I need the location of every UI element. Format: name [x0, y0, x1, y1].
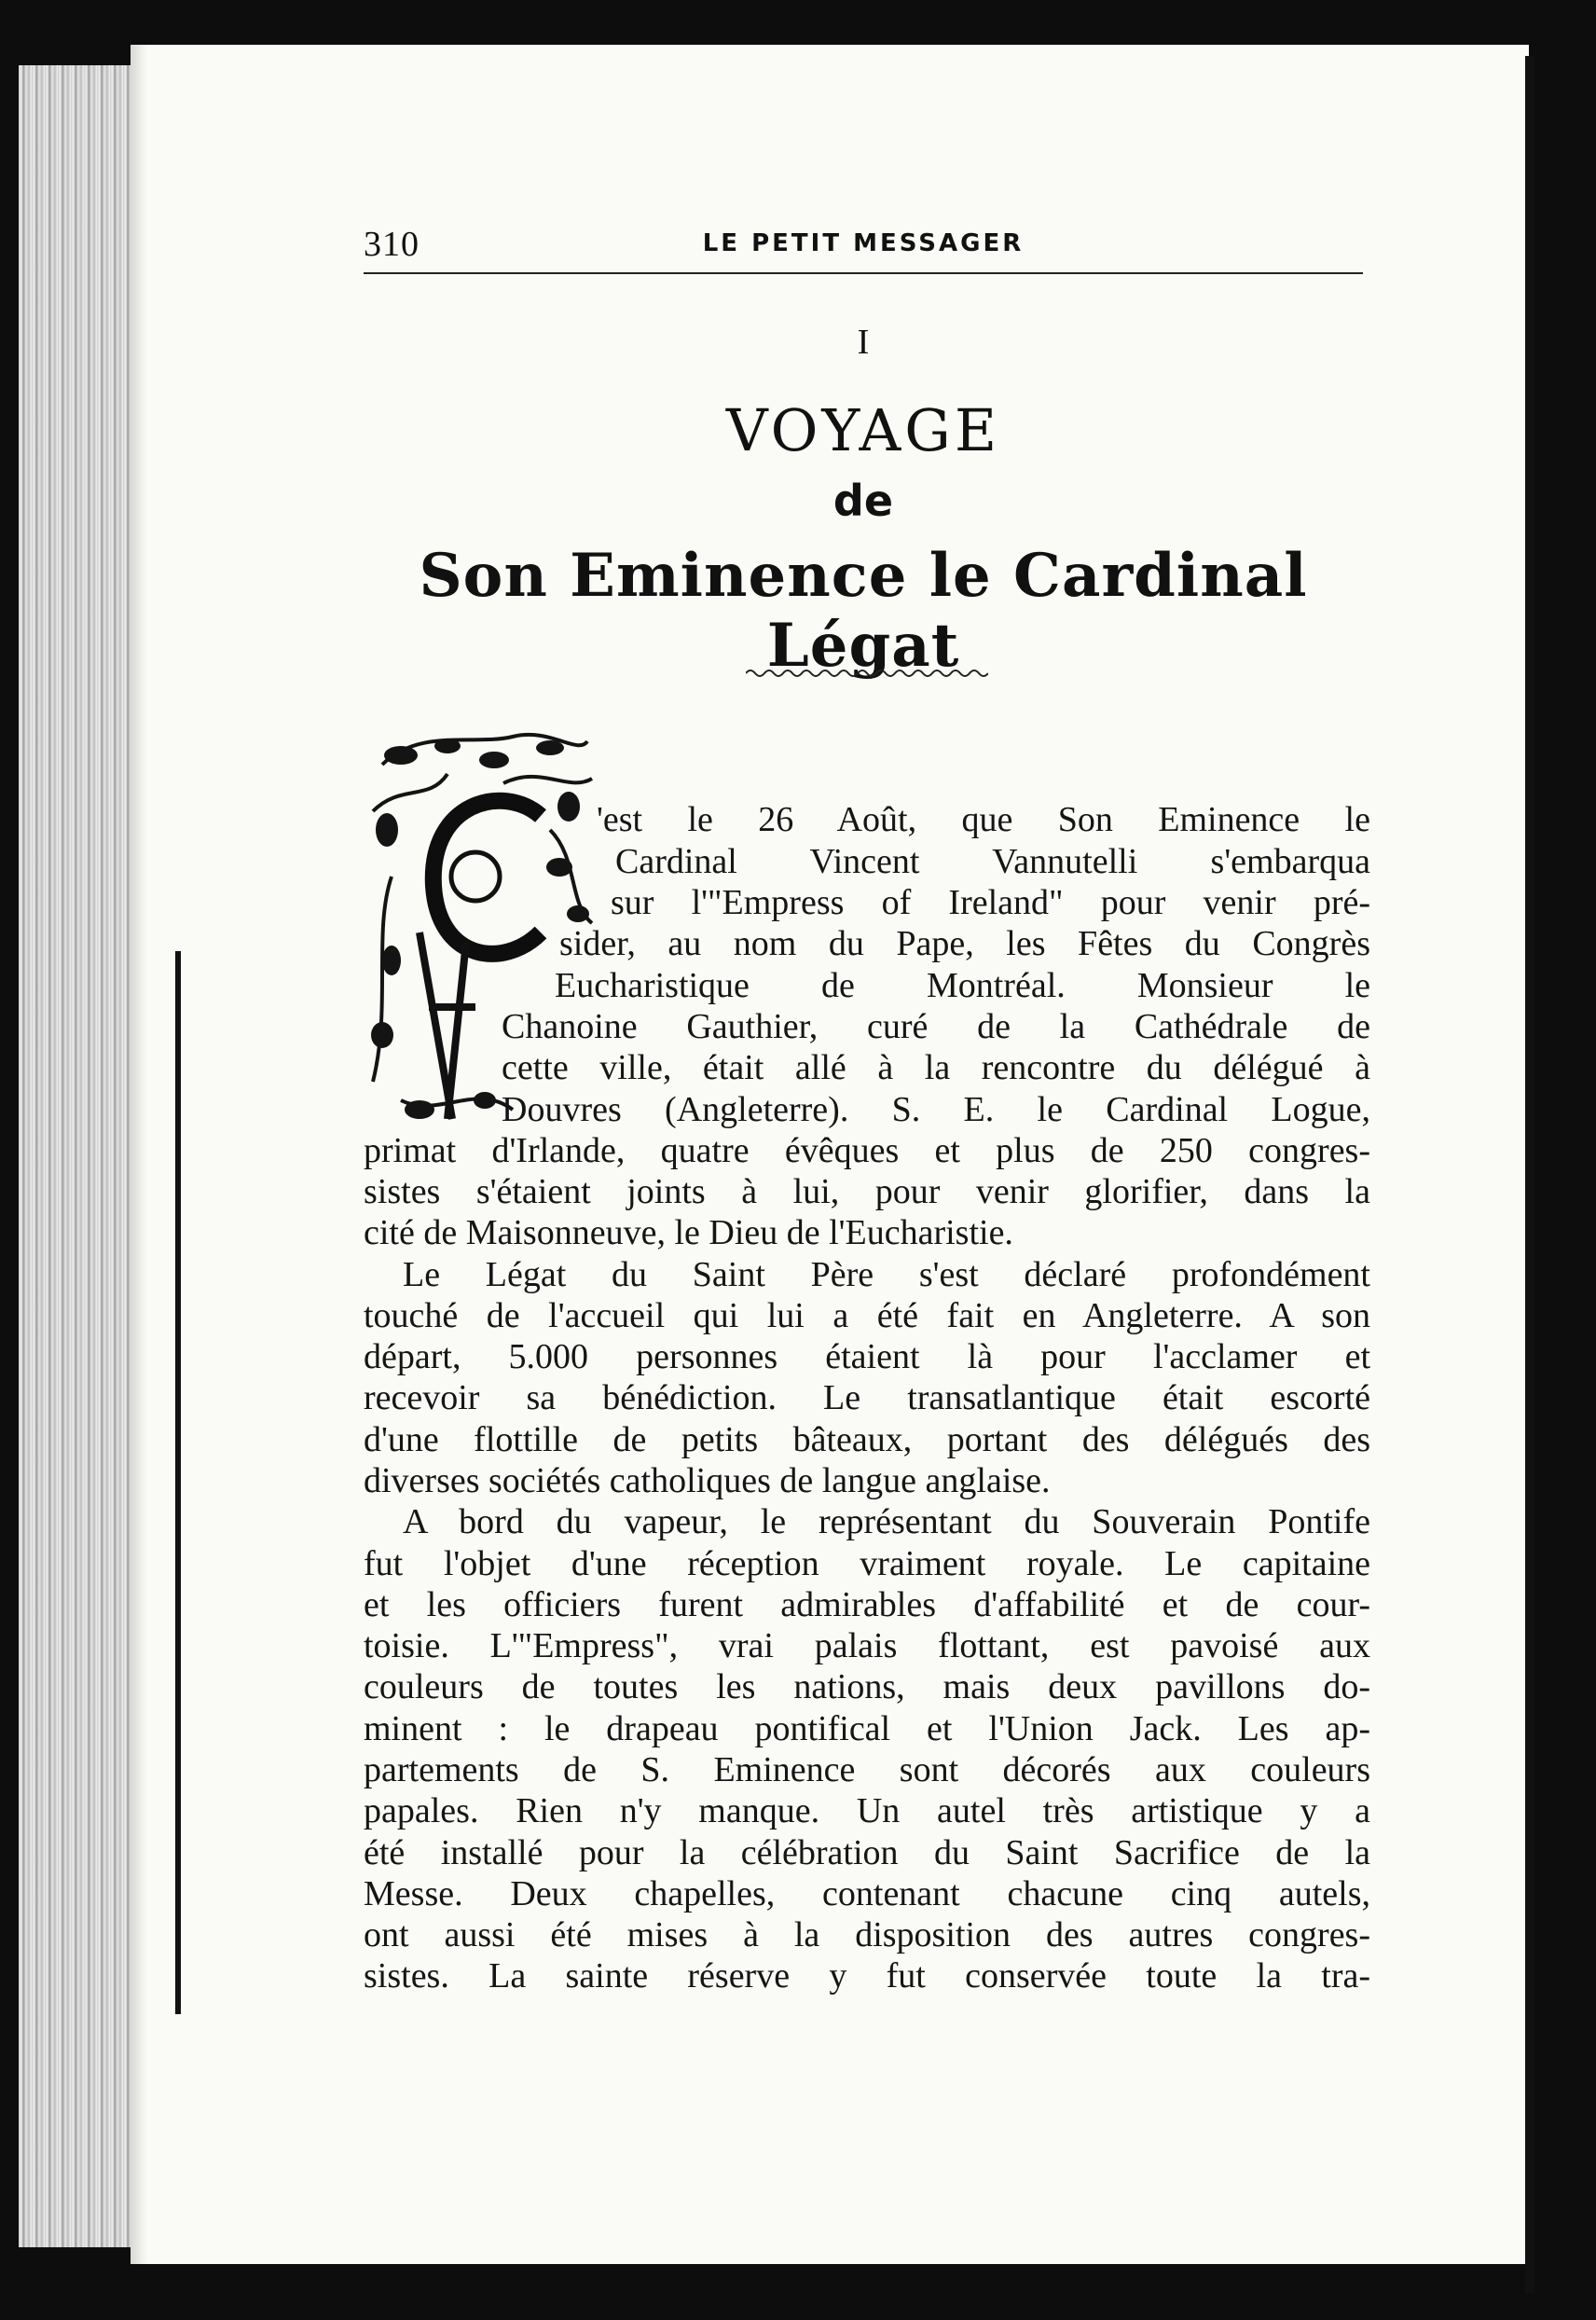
paragraph-line-20: [364, 1584, 1370, 1625]
paragraph-line-4: [559, 923, 1370, 964]
paragraph-line-29: [364, 1955, 1370, 1996]
page-number: 310: [364, 225, 420, 264]
journal-title: LE PETIT MESSAGER: [702, 229, 1025, 257]
paragraph-line-16: [364, 1419, 1370, 1460]
paragraph-line-10: [364, 1171, 1370, 1212]
text-line: primat d'Irlande, quatre évêques et plus de 250 congres-: [364, 1131, 1370, 1170]
paragraph-line-3: [611, 882, 1370, 923]
text-line: A bord du vapeur, le représentant du Souverain Pontife: [403, 1502, 1370, 1541]
text-line: toisie. L'"Empress", vrai palais flottant, est pavoisé aux: [364, 1626, 1370, 1665]
text-line: Eucharistique de Montréal. Monsieur le: [555, 966, 1370, 1005]
wavy-ornament-divider: [746, 664, 988, 683]
running-head: [364, 224, 1363, 274]
text-line: sistes s'étaient joints à lui, pour venir glorifier, dans la: [364, 1172, 1370, 1211]
paragraph-line-9: [364, 1130, 1370, 1171]
paragraph-line-5: [555, 965, 1370, 1006]
text-line: Chanoine Gauthier, curé de la Cathédrale de: [502, 1007, 1370, 1046]
text-line: et les officiers furent admirables d'affabilité et de cour-: [364, 1585, 1370, 1624]
text-line: touché de l'accueil qui lui a été fait en Angleterre. A son: [364, 1296, 1370, 1335]
text-line: départ, 5.000 personnes étaient là pour l'acclamer et: [364, 1337, 1370, 1376]
paragraph-line-6: [502, 1006, 1370, 1047]
paragraph-line-14: [364, 1336, 1370, 1377]
section-number: I: [857, 323, 870, 362]
text-line: Le Légat du Saint Père s'est déclaré profondément: [403, 1255, 1370, 1294]
paragraph-line-7: [502, 1047, 1370, 1088]
text-line: été installé pour la célébration du Saint Sacrifice de la: [364, 1833, 1370, 1872]
text-line: sistes. La sainte réserve y fut conservée toute la tra-: [364, 1956, 1370, 1995]
paragraph-line-2: [615, 841, 1370, 882]
article-title: VOYAGE: [725, 396, 1001, 464]
paragraph-line-8: [502, 1089, 1370, 1130]
paragraph-line-25: [364, 1790, 1370, 1831]
article-subtitle: Son Eminence le Cardinal Légat: [419, 541, 1308, 681]
margin-rule: [175, 951, 181, 2014]
paragraph-line-27: [364, 1873, 1370, 1914]
paragraph-line-28: [364, 1914, 1370, 1955]
text-line: d'une flottille de petits bâteaux, portant des délégués des: [364, 1420, 1370, 1459]
text-line: papales. Rien n'y manque. Un autel très artistique y a: [364, 1791, 1370, 1830]
paragraph-line-12: [403, 1254, 1370, 1295]
paragraph-line-24: [364, 1749, 1370, 1790]
text-line: Cardinal Vincent Vannutelli s'embarqua: [615, 842, 1370, 881]
text-line: minent : le drapeau pontifical et l'Union Jack. Les ap-: [364, 1709, 1370, 1748]
paragraph-line-15: [364, 1377, 1370, 1418]
text-line: Messe. Deux chapelles, contenant chacune cinq autels,: [364, 1874, 1370, 1913]
text-line: recevoir sa bénédiction. Le transatlantique était escorté: [364, 1378, 1370, 1417]
text-line: sider, au nom du Pape, les Fêtes du Congrès: [559, 924, 1370, 963]
text-line: diverses sociétés catholiques de langue anglaise.: [364, 1461, 1051, 1500]
paragraph-line-18: [403, 1501, 1370, 1542]
text-line: couleurs de toutes les nations, mais deux pavillons do-: [364, 1667, 1370, 1706]
paragraph-line-17: [364, 1460, 1370, 1501]
text-line: partements de S. Eminence sont décorés aux couleurs: [364, 1750, 1370, 1789]
text-line: 'est le 26 Août, que Son Eminence le: [597, 800, 1370, 839]
text-line: cité de Maisonneuve, le Dieu de l'Eucharistie.: [364, 1213, 1013, 1252]
paragraph-line-22: [364, 1666, 1370, 1707]
text-line: sur l'"Empress of Ireland" pour venir pré-: [611, 883, 1370, 922]
paragraph-line-13: [364, 1295, 1370, 1336]
text-line: Douvres (Angleterre). S. E. le Cardinal Logue,: [502, 1090, 1370, 1129]
paragraph-line-21: [364, 1625, 1370, 1666]
paragraph-line-1: [597, 799, 1370, 840]
text-line: fut l'objet d'une réception vraiment royale. Le capitaine: [364, 1544, 1370, 1583]
text-line: ont aussi été mises à la disposition des autres congres-: [364, 1915, 1370, 1954]
paragraph-line-11: [364, 1212, 1370, 1253]
paragraph-line-23: [364, 1708, 1370, 1749]
text-line: cette ville, était allé à la rencontre du délégué à: [502, 1048, 1370, 1087]
page-gutter-shadow: [131, 45, 147, 2264]
paragraph-line-19: [364, 1543, 1370, 1584]
paragraph-line-26: [364, 1832, 1370, 1873]
article-title-connector: de: [832, 476, 894, 526]
page-right-border: [1525, 56, 1534, 2294]
